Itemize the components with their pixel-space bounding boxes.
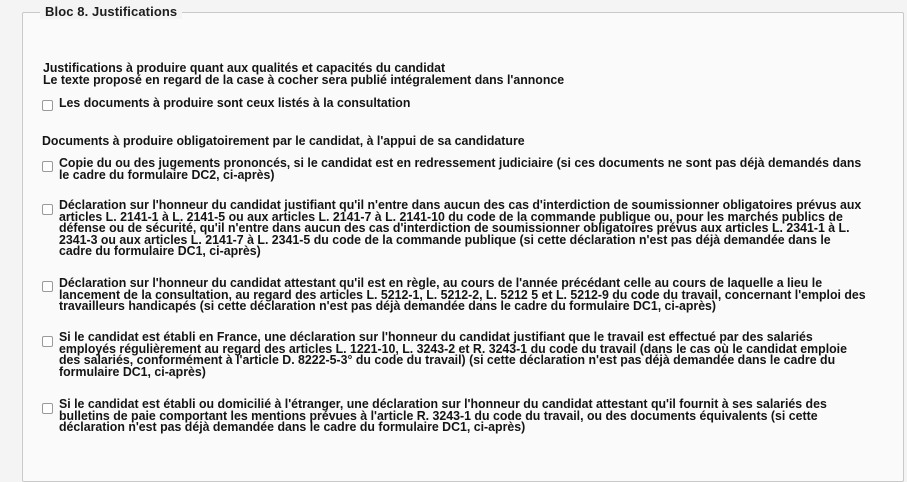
option-travailleurs-handicapes-label: Déclaration sur l'honneur du candidat attestant qu'il est en règle, au cours de l'année précédant celle au cours de laquelle a lieu le lancement de la consultation, au regard des articles L. 5212-1, L. 5212-2, L. 5212 5 et L. 5212-9 du code du travail, concernant l'emploi des travailleurs handicapés (si cette déclaration n'est pas déjà demandée dans le cadre du formulaire DC1, ci-après) <box>59 275 866 313</box>
option-interdiction-soumissionner-label: Déclaration sur l'honneur du candidat justifiant qu'il n'entre dans aucun des cas d'interdiction de soumissionner obligatoires prévus aux articles L. 2141-1 à L. 2141-5 ou aux articles L. 2141-7 à L. 2141-10 du code de la commande publique ou, pour les marchés publics de défense ou de sécurité, qu'il n'entre dans aucun des cas d'interdiction de soumissionner obligatoires prévus aux articles L. 2341-1 à L. 2341-3 ou aux articles L. 2141-7 à L. 2341-5 du code de la commande publique (si cette déclaration n'est pas déjà demandée dans le cadre du formulaire DC1, ci-après) <box>59 197 862 258</box>
jugements-checkbox[interactable] <box>42 161 53 172</box>
etabli-france-checkbox[interactable] <box>42 336 53 347</box>
consultation-checkbox[interactable] <box>42 100 53 111</box>
interdiction-soumissionner-checkbox[interactable] <box>42 204 53 215</box>
option-jugements-label: Copie du ou des jugements prononcés, si le candidat est en redressement judiciaire (si ces documents ne sont pas déjà demandés dans le cadre du formulaire DC2, ci-après) <box>59 155 862 182</box>
option-etabli-etranger-label: Si le candidat est établi ou domicilié à l'étranger, une déclaration sur l'honneur du candidat attestant qu'il fournit à ses salariés des bulletins de paie comportant les mentions prévues à l'article R. 3243-1 du code du travail, ou des documents équivalents (si cette déclaration n'est pas déjà demandée dans le cadre du formulaire DC1, ci-après) <box>59 396 827 434</box>
intro-line-2: Le texte proposé en regard de la case à cocher sera publié intégralement dans l'annonce <box>43 72 565 87</box>
option-consultation-label: Les documents à produire sont ceux listés à la consultation <box>59 95 411 110</box>
travailleurs-handicapes-checkbox[interactable] <box>42 281 53 292</box>
intro-line-1: Justifications à produire quant aux qualités et capacités du candidat <box>43 60 446 75</box>
mandatory-documents-heading: Documents à produire obligatoirement par le candidat, à l'appui de sa candidature <box>42 133 525 148</box>
intro-text <box>43 62 564 86</box>
option-etabli-france-label: Si le candidat est établi en France, une déclaration sur l'honneur du candidat justifiant que le travail est effectué par des salariés employés régulièrement au regard des articles L. 1221-10, L. 3243-2 et R. 3243-1 du code du travail (dans le cas où le candidat emploie des salariés, conformément à l'article D. 8222-5-3° du code du travail) (si cette déclaration n'est pas déjà demandée dans le cadre du formulaire DC1, ci-après) <box>59 329 847 379</box>
bloc-8-legend: Bloc 8. Justifications <box>40 4 182 19</box>
etabli-etranger-checkbox[interactable] <box>42 403 53 414</box>
